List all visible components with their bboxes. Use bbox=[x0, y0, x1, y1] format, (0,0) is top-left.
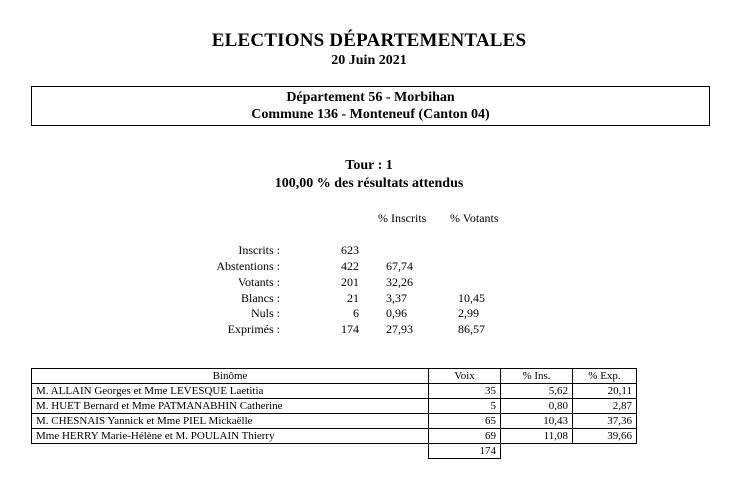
pct-ins-cell: 11,08 bbox=[501, 429, 573, 444]
pct-exp-header: % Exp. bbox=[573, 369, 637, 384]
binome-header: Binôme bbox=[32, 369, 429, 384]
commune-label: Commune 136 - Monteneuf (Canton 04) bbox=[251, 107, 490, 122]
pct-exp-cell: 20,11 bbox=[573, 384, 637, 399]
page-title: ELECTIONS DÉPARTEMENTALES bbox=[211, 30, 527, 51]
tour-label: Tour : 1 bbox=[345, 158, 393, 173]
candidates-table bbox=[31, 368, 637, 459]
total-spacer bbox=[573, 444, 637, 459]
stat-pct-votants: 86,57 bbox=[458, 322, 485, 336]
table-row bbox=[32, 399, 637, 414]
table-row bbox=[32, 429, 637, 444]
table-header-row bbox=[32, 369, 637, 384]
pct-exp-cell: 2,87 bbox=[573, 399, 637, 414]
pct-votants-header: % Votants bbox=[450, 211, 499, 225]
binome-cell: M. CHESNAIS Yannick et Mme PIEL Mickaëlle bbox=[32, 414, 429, 429]
election-date: 20 Juin 2021 bbox=[331, 53, 407, 68]
stat-pct-votants: 2,99 bbox=[458, 306, 479, 320]
stat-pct-inscrits: 27,93 bbox=[386, 322, 413, 336]
stat-pct-votants bbox=[458, 274, 518, 290]
binome-cell: M. ALLAIN Georges et Mme LEVESQUE Laetitia bbox=[32, 384, 429, 399]
stat-pct-inscrits: 67,74 bbox=[386, 259, 413, 273]
binome-cell: M. HUET Bernard et Mme PATMANABHIN Catherine bbox=[32, 399, 429, 414]
stat-count: 623 bbox=[341, 243, 359, 257]
stat-count: 6 bbox=[353, 306, 359, 320]
stat-pct-inscrits: 3,37 bbox=[386, 291, 407, 305]
stat-count: 21 bbox=[347, 291, 359, 305]
pct-ins-cell: 0,80 bbox=[501, 399, 573, 414]
binome-cell: Mme HERRY Marie-Hélène et M. POULAIN Thierry bbox=[32, 429, 429, 444]
stat-label: Votants : bbox=[237, 275, 280, 289]
stat-label: Nuls : bbox=[250, 306, 280, 320]
pct-exp-cell: 39,66 bbox=[573, 429, 637, 444]
total-spacer bbox=[32, 444, 429, 459]
stat-label: Inscrits : bbox=[238, 243, 280, 257]
pct-ins-cell: 5,62 bbox=[501, 384, 573, 399]
voix-cell: 35 bbox=[429, 384, 501, 399]
stat-pct-votants: 10,45 bbox=[458, 291, 485, 305]
total-spacer bbox=[501, 444, 573, 459]
voix-header: Voix bbox=[429, 369, 501, 384]
total-voix-cell: 174 bbox=[429, 444, 501, 459]
pct-inscrits-header: % Inscrits bbox=[378, 211, 427, 225]
departement-label: Département 56 - Morbihan bbox=[286, 90, 455, 105]
location-box bbox=[31, 86, 710, 126]
stat-pct-inscrits: 32,26 bbox=[386, 275, 413, 289]
stat-label: Abstentions : bbox=[216, 259, 280, 273]
stat-pct-inscrits bbox=[386, 242, 446, 258]
stat-pct-inscrits: 0,96 bbox=[386, 306, 407, 320]
stat-pct-votants bbox=[458, 242, 518, 258]
pct-ins-cell: 10,43 bbox=[501, 414, 573, 429]
table-row bbox=[32, 384, 637, 399]
total-row bbox=[32, 444, 637, 459]
voix-cell: 69 bbox=[429, 429, 501, 444]
stat-count: 422 bbox=[341, 259, 359, 273]
voix-cell: 5 bbox=[429, 399, 501, 414]
voix-cell: 65 bbox=[429, 414, 501, 429]
stat-label: Exprimés : bbox=[227, 322, 280, 336]
results-expected-label: 100,00 % des résultats attendus bbox=[274, 176, 464, 191]
pct-exp-cell: 37,36 bbox=[573, 414, 637, 429]
table-row bbox=[32, 414, 637, 429]
stat-pct-votants bbox=[458, 258, 518, 274]
stat-count: 201 bbox=[341, 275, 359, 289]
stat-count: 174 bbox=[341, 322, 359, 336]
pct-ins-header: % Ins. bbox=[501, 369, 573, 384]
stat-label: Blancs : bbox=[241, 291, 280, 305]
